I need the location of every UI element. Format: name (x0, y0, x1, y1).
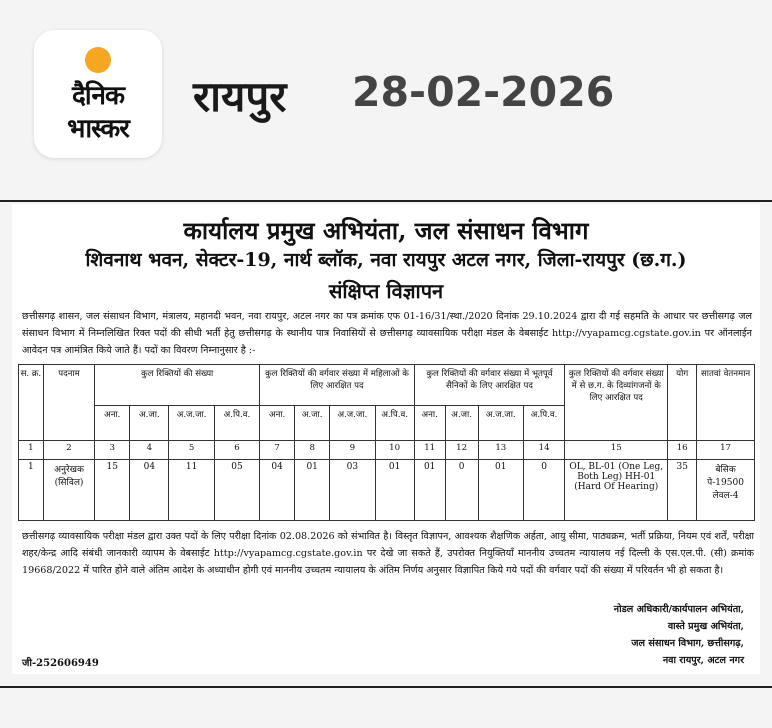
col-number: 11 (414, 441, 445, 460)
col-number: 2 (43, 441, 95, 460)
col-number: 12 (445, 441, 478, 460)
signature-line: नवा रायपुर, अटल नगर (662, 655, 744, 666)
row-total-obc: 05 (214, 460, 259, 521)
notice-address: शिवनाथ भवन, सेक्टर-19, नार्थ ब्लॉक, नवा रायपुर अटल नगर, जिला-रायपुर (छ.ग.) (85, 249, 687, 271)
cat-header: अ.पि.व. (375, 406, 414, 441)
cat-header: अ.पि.व. (523, 406, 564, 441)
cat-header: अना. (95, 406, 130, 441)
header-post: पदनाम (43, 365, 95, 441)
vacancy-table (18, 364, 755, 521)
city-name: रायपुर (193, 72, 287, 121)
header-pay: सातवां वेतनमान (697, 365, 755, 441)
col-number: 10 (375, 441, 414, 460)
cat-header: अना. (260, 406, 295, 441)
logo-line2: भास्कर (67, 114, 129, 144)
row-total-ur: 15 (95, 460, 130, 521)
header-sum: योग (668, 365, 697, 441)
col-number: 5 (169, 441, 214, 460)
notice-title: कार्यालय प्रमुख अभियंता, जल संसाधन विभाग (183, 216, 589, 245)
row-total-sc: 04 (130, 460, 169, 521)
header-sno: स. क्र. (19, 365, 44, 441)
col-number: 15 (565, 441, 668, 460)
col-number: 13 (478, 441, 523, 460)
header-women: कुल रिक्तियों की वर्गवार संख्या में महिलाओं के लिए आरक्षित पद (260, 365, 415, 406)
notice-intro: छत्तीसगढ़ शासन, जल संसाधन विभाग, मंत्रालय, महानदी भवन, नवा रायपुर, अटल नगर का पत्र क्रमांक एफ 01-16/31/स्था./2020 दिनांक 29.10.2024 द्वारा दी गई सहमति के आधार पर छत्तीसगढ़ जल संसाधन विभाग में निम्नलिखित रिक्त पदों की सीधी भर्ती हेतु छत्तीसगढ़ के स्थानीय पात्र निवासियों से छत्तीसगढ़ व्यावसायिक परीक्षा मंडल के वेबसाईट http://vyapamcg.cgstate.gov.in पर ऑनलाईन आवेदन पत्र आमंत्रित किये जाते हैं। पदों का विवरण निम्नानुसार है :- (22, 311, 752, 356)
row-exsm-obc: 0 (523, 460, 564, 521)
signature-line: जल संसाधन विभाग, छत्तीसगढ़, (631, 638, 744, 649)
dainik-bhaskar-logo (34, 30, 162, 158)
col-number: 16 (668, 441, 697, 460)
cat-header: अना. (414, 406, 445, 441)
col-number: 1 (19, 441, 44, 460)
cat-header: अ.जा. (295, 406, 330, 441)
edition-date: 28-02-2026 (352, 68, 615, 116)
logo-line1: दैनिक (72, 81, 124, 111)
row-exsm-st: 01 (478, 460, 523, 521)
signature-line: नोडल अधिकारी/कार्यपालन अभियंता, (613, 604, 744, 615)
header-ex-servicemen: कुल रिक्तियों की वर्गवार संख्या में भूतपूर्व सैनिकों के लिए आरक्षित पद (414, 365, 564, 406)
notice-subtitle: संक्षिप्त विज्ञापन (328, 279, 444, 303)
cat-header: अ.जा. (445, 406, 478, 441)
header-total: कुल रिक्तियों की संख्या (95, 365, 260, 406)
header-divyang: कुल रिक्तियों की वर्गवार संख्या में से छ.ग. के दिव्यांगजनों के लिए आरक्षित पद (565, 365, 668, 441)
signature-line: वास्ते प्रमुख अभियंता, (667, 621, 744, 632)
row-women-st: 03 (330, 460, 375, 521)
column-number-row (19, 441, 755, 460)
col-number: 6 (214, 441, 259, 460)
cat-header: अ.पि.व. (214, 406, 259, 441)
row-pay: बेसिक पे-19500 लेवल-4 (697, 460, 755, 521)
col-number: 9 (330, 441, 375, 460)
col-number: 8 (295, 441, 330, 460)
row-exsm-sc: 0 (445, 460, 478, 521)
sun-icon (85, 47, 111, 73)
col-number: 4 (130, 441, 169, 460)
cat-header: अ.ज.जा. (478, 406, 523, 441)
row-women-ur: 04 (260, 460, 295, 521)
top-divider (0, 200, 772, 202)
row-post: अनुरेखक (सिविल) (43, 460, 95, 521)
notice-clipping (12, 204, 760, 674)
notice-footer: छत्तीसगढ़ व्यावसायिक परीक्षा मंडल द्वारा उक्त पदों के लिए परीक्षा दिनांक 02.08.2026 को संभावित है। विस्तृत विज्ञापन, आवश्यक शैक्षणिक अर्हता, आयु सीमा, पाठ्यक्रम, भर्ती प्रक्रिया, नियम एवं शर्तें, परीक्षा शहर/केन्द्र आदि संबंधी जानकारी व्यापम के वेबसाईट http://vyapamcg.cgstate.gov.in पर देखे जा सकते हैं, उपरोक्त नियुक्तियाँ माननीय उच्चतम न्यायालय नई दिल्ली के एस.एल.पी. (सी) क्रमांक 19668/2022 में पारित होने वाले अंतिम आदेश के अध्याधीन होगी एवं माननीय उच्चतम न्यायालय के अंतिम निर्णय अनुसार विज्ञापित किये गये पदों की वर्गवार पदों की संख्या में परिवर्तन भी हो सकता है। (22, 531, 754, 576)
row-women-obc: 01 (375, 460, 414, 521)
col-number: 14 (523, 441, 564, 460)
ad-code: जी-252606949 (22, 658, 99, 669)
row-exsm-ur: 01 (414, 460, 445, 521)
col-number: 7 (260, 441, 295, 460)
row-divyang: OL, BL-01 (One Leg, Both Leg) HH-01 (Hard Of Hearing) (565, 460, 668, 521)
cat-header: अ.ज.जा. (169, 406, 214, 441)
row-women-sc: 01 (295, 460, 330, 521)
col-number: 3 (95, 441, 130, 460)
bottom-divider (0, 686, 772, 688)
cat-header: अ.ज.जा. (330, 406, 375, 441)
cat-header: अ.जा. (130, 406, 169, 441)
row-sum: 35 (668, 460, 697, 521)
row-sno: 1 (19, 460, 44, 521)
col-number: 17 (697, 441, 755, 460)
row-total-st: 11 (169, 460, 214, 521)
table-row (19, 460, 755, 521)
